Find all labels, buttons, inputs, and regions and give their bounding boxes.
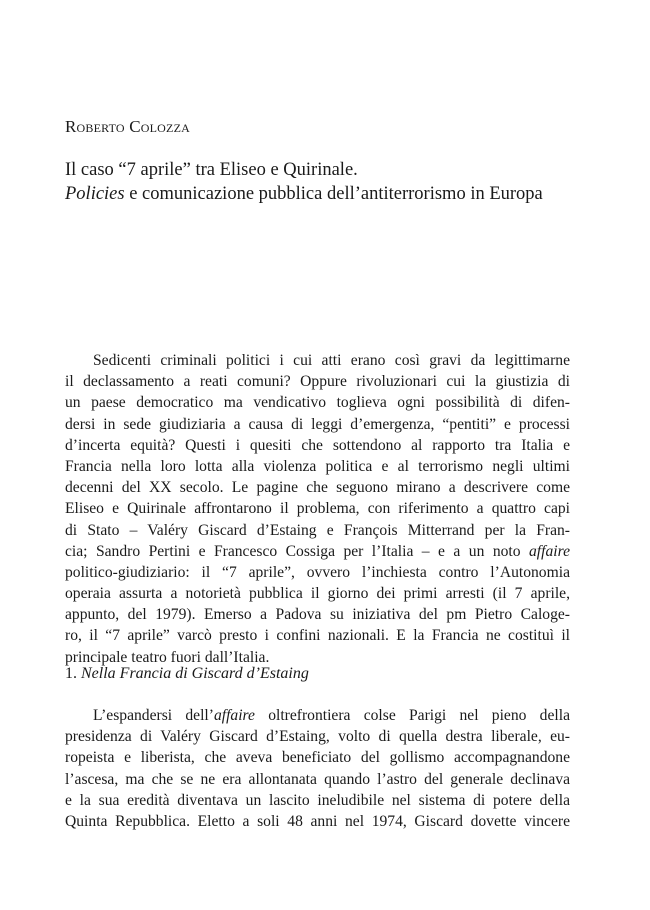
body-line: l’ascesa, ma che se ne era allontanata quando l’astro del generale declinava [65,770,570,788]
abstract-line: Sedicenti criminali politici i cui atti erano così gravi da legittimarne [93,352,570,369]
body-line-suffix [255,707,268,724]
title-line-1: Il caso “7 aprile” tra Eliseo e Quirinale. [65,160,358,180]
body-line: e la sua eredità diventava un lascito ineludibile nel sistema di potere della [65,791,570,809]
body-italic-word: affaire [213,707,255,724]
body-line: ropeista e liberista, che aveva beneficiato del gollismo accompagnandone [65,749,570,767]
abstract-line: Francia nella loro lotta alla violenza politica e al terrorismo negli ultimi [65,457,570,475]
abstract-line: Eliseo e Quirinale affrontarono il problema, con riferimento a quattro capi [65,500,570,518]
body-line: Quinta Repubblica. Eletto a soli 48 anni nel 1974, Giscard dovette vincere [65,812,570,830]
abstract-line: principale teatro fuori dall’Italia. [65,648,270,666]
section-heading [65,665,309,683]
abstract-line: ro, il “7 aprile” varcò presto i confini nazionali. E la Francia ne costituì il [65,627,570,645]
abstract-line: appunto, del 1979). Emerso a Padova su iniziativa del pm Pietro Caloge- [65,606,570,624]
body-paragraph [65,705,570,832]
abstract-paragraph [65,350,570,668]
abstract-line: d’incerta equità? Questi i quesiti che sottendono al rapporto tra Italia e [65,436,570,454]
title-line-2 [65,182,605,206]
abstract-line: un paese democratico ma vendicativo toglieva ogni possibilità di difen- [65,394,570,412]
body-line-prefix: L’espandersi dell’ [93,707,214,724]
abstract-line: politico-giudiziario: il “7 aprile”, ovvero l’inchiesta contro l’Autonomia [65,563,570,581]
body-line-text: oltrefrontiera colse Parigi nel pieno della [268,707,570,724]
abstract-line: dersi in sede giudiziaria a causa di leggi d’emergenza, “pentiti” e processi [65,415,570,433]
abstract-line: di Stato – Valéry Giscard d’Estaing e François Mitterrand per la Fran- [65,521,570,539]
section-number: 1. [65,665,81,682]
abstract-line: operaia assurta a notorietà pubblica il giorno dei primi arresti (il 7 aprile, [65,585,570,603]
abstract-line-text: cia; Sandro Pertini e Francesco Cossiga per l’Italia – e a un noto [65,542,529,560]
abstract-line-with-italic [65,541,570,562]
abstract-italic-word: affaire [528,542,570,560]
article-title [65,158,605,206]
title-line-2-rest: e comunicazione pubblica dell’antiterrorismo in Europa [124,184,543,204]
section-title: Nella Francia di Giscard d’Estaing [81,665,309,682]
body-line-with-italic [65,705,570,726]
abstract-line: il declassamento a reati comuni? Oppure rivoluzionari cui la giustizia di [65,373,570,391]
body-line: presidenza di Valéry Giscard d’Estaing, volto di quella destra liberale, eu- [65,728,570,746]
title-italic-term: Policies [65,184,125,204]
abstract-line: decenni del XX secolo. Le pagine che seguono mirano a descrivere come [65,479,570,497]
author-name: Roberto Colozza [65,117,190,136]
